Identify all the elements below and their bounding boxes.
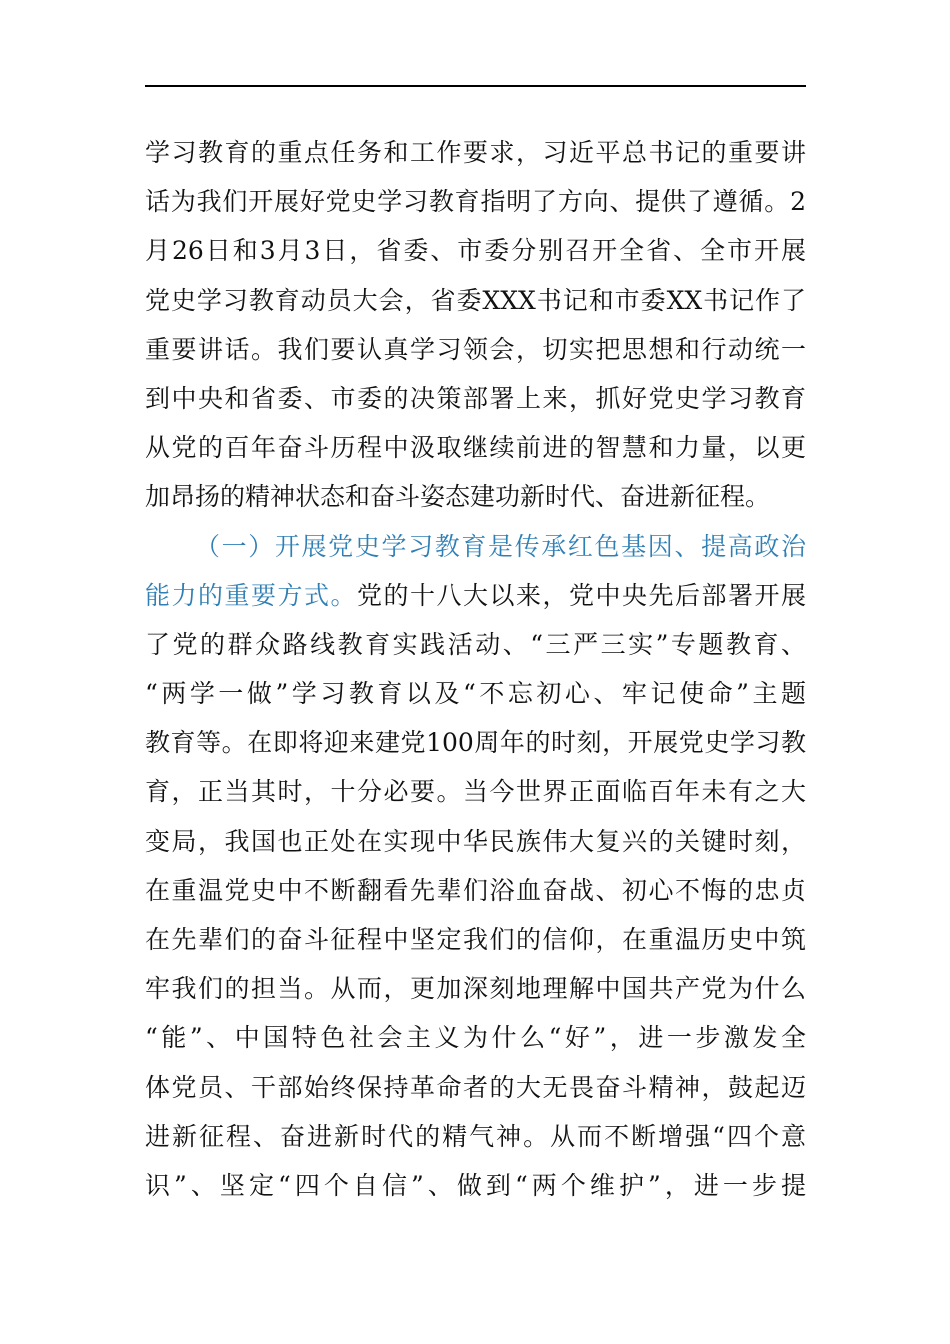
text-line: 进新征程、奋进新时代的精气神。从而不断增强“四个意 [145, 1121, 806, 1151]
text-line: 到中央和省委、市委的决策部署上来，抓好党史学习教育 [145, 383, 806, 413]
text-line: 育，正当其时，十分必要。当今世界正面临百年未有之大 [145, 777, 806, 807]
body-text [145, 128, 806, 1210]
text-line: 牢我们的担当。从而，更加深刻地理解中国共产党为什么 [145, 974, 806, 1004]
text-line: “两学一做”学习教育以及“不忘初心、牢记使命”主题 [145, 679, 806, 709]
section-heading: 能力的重要方式。 [145, 580, 357, 610]
text-line: 在重温党史中不断翻看先辈们浴血奋战、初心不悔的忠贞 [145, 875, 806, 905]
text-line: 月26日和3月3日，省委、市委分别召开全省、全市开展 [145, 236, 806, 266]
text-line: “能”、中国特色社会主义为什么“好”，进一步激发全 [145, 1023, 806, 1053]
text-run: 党的十八大以来，党中央先后部署开展 [357, 580, 806, 610]
text-line: 加昂扬的精神状态和奋斗姿态建功新时代、奋进新征程。 [145, 482, 771, 512]
header-rule [145, 85, 806, 87]
text-line: 从党的百年奋斗历程中汲取继续前进的智慧和力量，以更 [145, 433, 806, 463]
text-line: 党史学习教育动员大会，省委XXX书记和市委XX书记作了 [145, 285, 806, 315]
text-line: 话为我们开展好党史学习教育指明了方向、提供了遵循。2 [145, 187, 806, 217]
text-line: 变局，我国也正处在实现中华民族伟大复兴的关键时刻， [145, 826, 806, 856]
text-line: 学习教育的重点任务和工作要求，习近平总书记的重要讲 [145, 138, 806, 167]
section-heading-line [145, 522, 806, 571]
text-line: 体党员、干部始终保持革命者的大无畏奋斗精神，鼓起迈 [145, 1072, 806, 1102]
section-heading-line [145, 571, 806, 620]
section-heading: （一）开展党史学习教育是传承红色基因、提高政治 [195, 531, 806, 561]
text-line: 在先辈们的奋斗征程中坚定我们的信仰，在重温历史中筑 [145, 925, 806, 954]
text-line: 了党的群众路线教育实践活动、“三严三实”专题教育、 [145, 629, 806, 659]
text-line: 教育等。在即将迎来建党100周年的时刻，开展党史学习教 [145, 728, 806, 758]
text-line: 重要讲话。我们要认真学习领会，切实把思想和行动统一 [145, 334, 806, 364]
text-line: 识”、坚定“四个自信”、做到“两个维护”，进一步提 [145, 1170, 806, 1200]
